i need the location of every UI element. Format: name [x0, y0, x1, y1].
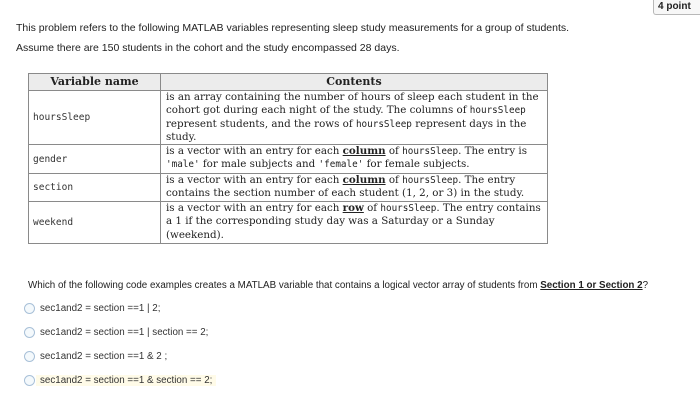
code-term: hoursSleep [402, 175, 459, 187]
variable-description-cell [161, 202, 548, 244]
desc-text: of [385, 174, 403, 187]
problem-intro [16, 18, 656, 58]
answer-option-2[interactable] [24, 324, 208, 340]
variables-table [28, 73, 548, 244]
table-row [29, 202, 548, 244]
desc-text: is a vector with an entry for each [166, 202, 343, 215]
emphasis-term: column [342, 174, 386, 187]
desc-text: represent days in the study. [166, 117, 527, 143]
radio-button[interactable] [24, 303, 35, 314]
question-highlight: Section 1 or Section 2 [540, 280, 643, 291]
option-label: sec1and2 = section ==1 | section == 2; [40, 326, 209, 338]
code-term: hoursSleep [355, 118, 412, 130]
variable-description-cell [161, 174, 548, 202]
radio-button[interactable] [24, 351, 35, 362]
option-label: sec1and2 = section ==1 | 2; [40, 302, 161, 314]
variable-description-cell [161, 91, 548, 145]
desc-text: for female subjects. [363, 158, 470, 171]
intro-line-1: This problem refers to the following MATLAB variables representing sleep study measurements for a group of students. [16, 22, 570, 34]
variable-name-cell: section [29, 174, 161, 202]
intro-line-2: Assume there are 150 students in the cohort and the study encompassed 28 days. [16, 42, 400, 54]
option-label: sec1and2 = section ==1 & 2 ; [40, 350, 168, 362]
table-row [29, 145, 548, 174]
desc-text: is an array containing the number of hours of sleep each student in the cohort got during each night of the study. The columns of [166, 91, 539, 117]
variable-name-cell: hoursSleep [29, 91, 161, 145]
answer-option-1[interactable] [24, 300, 160, 316]
radio-button[interactable] [24, 375, 35, 386]
desc-text: . The entry contains the section number of each student (1, 2, or 3) in the study. [166, 174, 525, 200]
code-term: hoursSleep [380, 203, 437, 215]
variable-name-cell: weekend [29, 202, 161, 244]
emphasis-term: column [342, 145, 386, 158]
table-row [29, 91, 548, 145]
answer-option-4[interactable] [24, 372, 216, 388]
table-header-row [29, 74, 548, 91]
code-term: hoursSleep [402, 146, 459, 158]
code-term: 'female' [318, 159, 364, 171]
desc-text: for male subjects and [199, 158, 319, 171]
code-term: 'male' [166, 159, 200, 171]
header-variable-name: Variable name [29, 74, 161, 91]
desc-text: represent students, and the rows of [166, 117, 356, 130]
points-badge: 4 point [653, 0, 700, 15]
question-body: Which of the following code examples creates a MATLAB variable that contains a logical vector array of students from [28, 280, 541, 291]
variable-description-cell [161, 145, 548, 174]
emphasis-term: row [342, 202, 364, 215]
desc-text: is a vector with an entry for each [166, 174, 343, 187]
desc-text: . The entry is [458, 145, 527, 158]
desc-text: . The entry contains a 1 if the corresponding study day was a Saturday or a Sunday (weekend). [166, 202, 541, 241]
answer-option-3[interactable] [24, 348, 167, 364]
desc-text: of [363, 202, 381, 215]
option-label: sec1and2 = section ==1 & section == 2; [36, 375, 216, 386]
question-text [28, 280, 698, 291]
variable-name-cell: gender [29, 145, 161, 174]
radio-button[interactable] [24, 327, 35, 338]
desc-text: of [385, 145, 403, 158]
question-end: ? [642, 280, 649, 291]
desc-text: is a vector with an entry for each [166, 145, 343, 158]
code-term: hoursSleep [469, 105, 526, 117]
table-row [29, 174, 548, 202]
header-contents: Contents [161, 74, 548, 91]
